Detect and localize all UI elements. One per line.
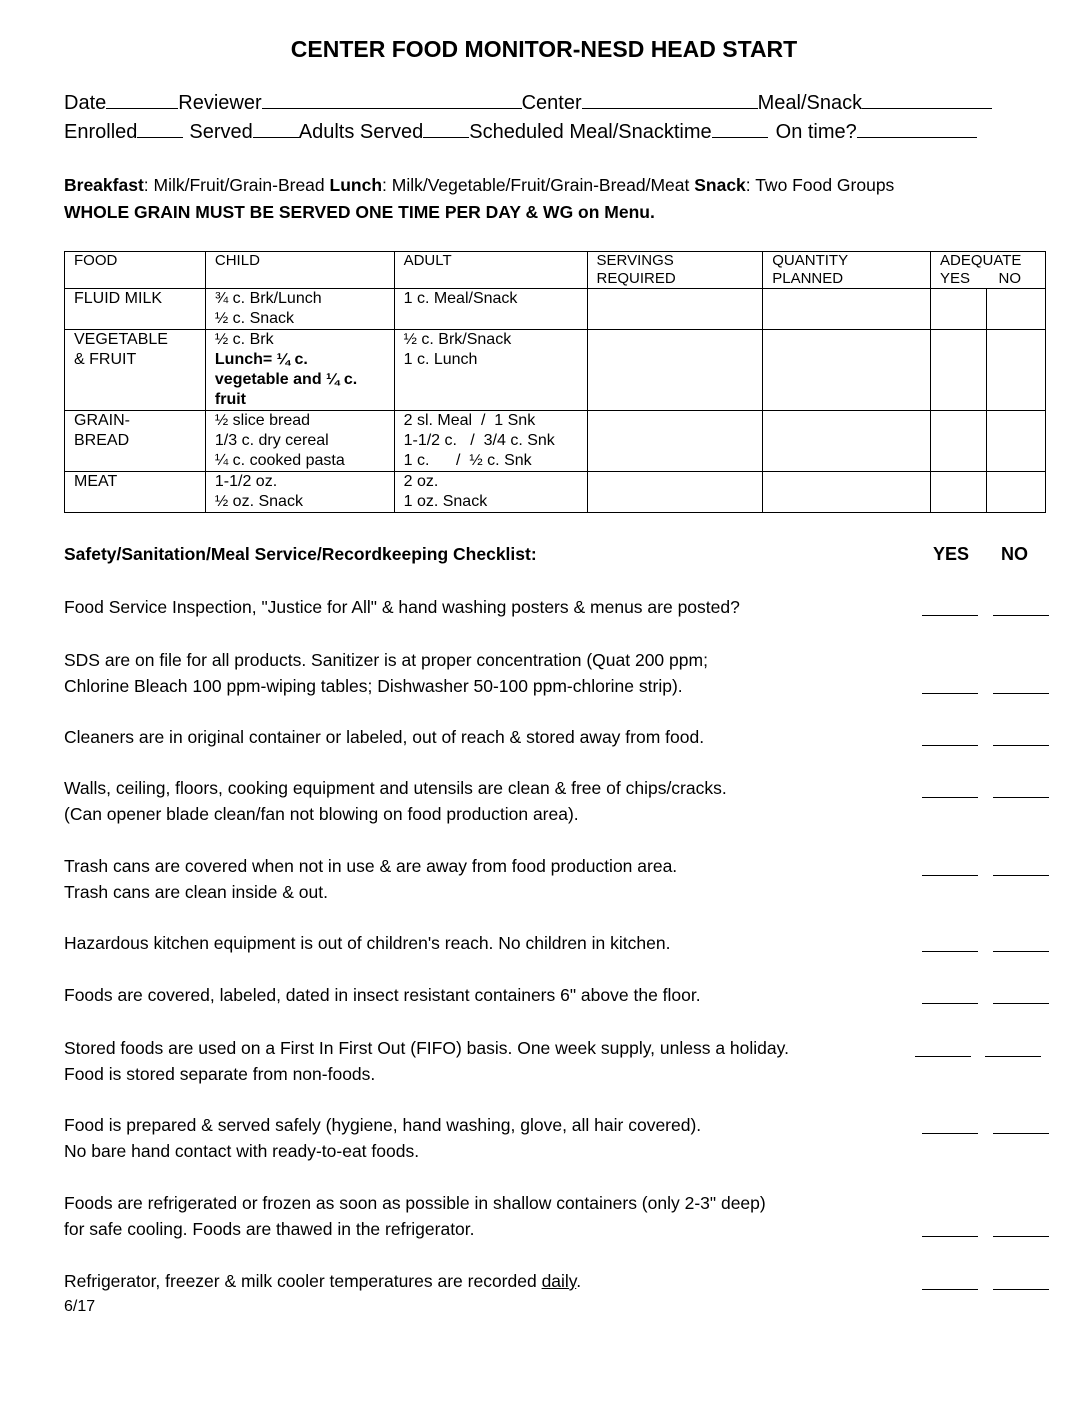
checklist-item-sds (64, 647, 708, 699)
snack-text: : Two Food Groups (745, 175, 895, 195)
on-time-field[interactable] (857, 119, 977, 138)
checklist-item-foods-covered (64, 982, 701, 1008)
adult-cell (394, 330, 587, 411)
checklist-item-refrigerated (64, 1190, 766, 1242)
checklist-item-posters (64, 594, 740, 620)
servings-cell[interactable] (587, 289, 763, 330)
checklist-item-cleaners (64, 724, 704, 750)
adult-line: 1 c. / ½ c. Snk (403, 452, 532, 469)
header-child: CHILD (205, 252, 394, 289)
food-cell (65, 411, 206, 472)
adult-line: 1-1/2 c. / 3/4 c. Snk (403, 432, 555, 449)
item-line: Food is stored separate from non-foods. (64, 1064, 376, 1084)
food-cell (65, 472, 206, 513)
table-row (65, 289, 1046, 330)
no-cell[interactable] (986, 289, 1045, 330)
adult-cell (394, 289, 587, 330)
no-answer-line[interactable] (993, 797, 1049, 798)
food-line: GRAIN- (74, 412, 130, 429)
header-quantity (763, 252, 931, 289)
child-line: vegetable and ¼ c. (214, 371, 358, 388)
yes-answer-line[interactable] (915, 1056, 971, 1057)
date-label: Date (64, 92, 107, 114)
header-food: FOOD (65, 252, 206, 289)
header-adult: ADULT (394, 252, 587, 289)
no-answer-line[interactable] (985, 1056, 1041, 1057)
servings-cell[interactable] (587, 411, 763, 472)
adult-cell (394, 472, 587, 513)
header-servings-line-1: SERVINGS (596, 252, 674, 269)
food-line: FLUID MILK (74, 290, 163, 307)
child-line: 1-1/2 oz. (214, 473, 278, 490)
enrolled-label: Enrolled (64, 121, 138, 143)
child-line: ½ c. Brk (214, 331, 274, 348)
no-answer-line[interactable] (993, 951, 1049, 952)
item-underlined-text: daily (541, 1271, 577, 1291)
adults-served-label: Adults Served (298, 121, 424, 143)
child-line: ¾ c. Brk/Lunch (214, 290, 322, 307)
item-line: Cleaners are in original container or labeled, out of reach & stored away from food. (64, 727, 705, 747)
child-line: Lunch= ¼ c. (214, 351, 308, 368)
item-line: (Can opener blade clean/fan not blowing on food production area). (64, 804, 579, 824)
checklist-item-temperatures (64, 1268, 581, 1294)
served-field[interactable] (253, 119, 299, 138)
adult-line: 1 c. Meal/Snack (403, 290, 518, 307)
no-answer-line[interactable] (993, 1236, 1049, 1237)
header-row-1 (64, 90, 992, 115)
child-cell (205, 411, 394, 472)
item-text: Refrigerator, freezer & milk cooler temperatures are recorded (64, 1271, 542, 1291)
snack-label: Snack (694, 175, 746, 195)
food-line: MEAT (74, 473, 118, 490)
header-adequate (931, 252, 1046, 289)
checklist-heading: Safety/Sanitation/Meal Service/Recordkeeping Checklist: (64, 544, 537, 564)
header-servings-line-2: REQUIRED (596, 270, 676, 287)
item-line: Food is prepared & served safely (hygiene, hand washing, glove, all hair covered). (64, 1115, 702, 1135)
item-line: Foods are covered, labeled, dated in insect resistant containers 6" above the floor. (64, 985, 701, 1005)
item-line: Hazardous kitchen equipment is out of children's reach. No children in kitchen. (64, 933, 671, 953)
checklist-item-trash (64, 853, 677, 905)
scheduled-field[interactable] (712, 119, 768, 138)
adult-line: 2 sl. Meal / 1 Snk (403, 412, 536, 429)
yes-cell[interactable] (931, 411, 987, 472)
header-yes: YES (940, 270, 971, 287)
item-line: Chlorine Bleach 100 ppm-wiping tables; Dishwasher 50-100 ppm-chlorine strip). (64, 676, 683, 696)
yes-answer-line[interactable] (922, 693, 978, 694)
item-line: Stored foods are used on a First In First Out (FIFO) basis. One week supply, unless a holiday. (64, 1038, 789, 1058)
child-cell (205, 472, 394, 513)
item-line: for safe cooling. Foods are thawed in the refrigerator. (64, 1219, 475, 1239)
yes-cell[interactable] (931, 289, 987, 330)
header-no: NO (998, 270, 1021, 287)
no-cell[interactable] (986, 330, 1045, 411)
header-quantity-line-1: QUANTITY (772, 252, 849, 269)
scheduled-label: Scheduled Meal/Snacktime (469, 121, 712, 143)
checklist-no-header: NO (1001, 544, 1028, 564)
food-line: BREAD (74, 432, 130, 449)
table-row (65, 330, 1046, 411)
header-servings (587, 252, 763, 289)
yes-answer-line[interactable] (922, 745, 978, 746)
checklist-item-food-safety (64, 1112, 701, 1164)
meal-snack-field[interactable] (862, 90, 992, 109)
header-adequate-label: ADEQUATE (940, 252, 1022, 269)
item-line: Food Service Inspection, "Justice for All" & hand washing posters & menus are posted? (64, 597, 740, 617)
meal-snack-label: Meal/Snack (757, 92, 863, 114)
table-row (65, 411, 1046, 472)
breakfast-label: Breakfast (64, 175, 144, 195)
yes-answer-line[interactable] (922, 1133, 978, 1134)
breakfast-text: : Milk/Fruit/Grain-Bread (143, 175, 330, 195)
no-answer-line[interactable] (993, 745, 1049, 746)
no-cell[interactable] (986, 411, 1045, 472)
center-field[interactable] (582, 90, 758, 109)
checklist-item-fifo (64, 1035, 789, 1087)
whole-grain-note: WHOLE GRAIN MUST BE SERVED ONE TIME PER DAY & WG on Menu. (64, 202, 655, 222)
no-answer-line[interactable] (993, 1289, 1049, 1290)
on-time-label: On time? (775, 121, 857, 143)
item-line: Trash cans are covered when not in use & are away from food production area. (64, 856, 678, 876)
child-line: fruit (214, 391, 246, 408)
item-line: Trash cans are clean inside & out. (64, 882, 328, 902)
lunch-text: : Milk/Vegetable/Fruit/Grain-Bread/Meat (382, 175, 695, 195)
lunch-label: Lunch (329, 175, 383, 195)
checklist-item-walls (64, 775, 727, 827)
child-line: ¼ c. cooked pasta (214, 452, 345, 469)
food-line: & FRUIT (74, 351, 137, 368)
yes-answer-line[interactable] (922, 1289, 978, 1290)
child-cell (205, 289, 394, 330)
item-line: No bare hand contact with ready-to-eat foods. (64, 1141, 420, 1161)
no-answer-line[interactable] (993, 1003, 1049, 1004)
child-line: ½ oz. Snack (214, 493, 303, 510)
page-title: CENTER FOOD MONITOR-NESD HEAD START (290, 36, 798, 62)
no-answer-line[interactable] (993, 615, 1049, 616)
adult-line: 1 oz. Snack (403, 493, 488, 510)
enrolled-field[interactable] (137, 119, 183, 138)
table-row (65, 472, 1046, 513)
yes-cell[interactable] (931, 472, 987, 513)
food-requirements-table (64, 251, 1046, 513)
yes-answer-line[interactable] (922, 615, 978, 616)
quantity-cell[interactable] (763, 472, 931, 513)
yes-answer-line[interactable] (922, 951, 978, 952)
quantity-cell[interactable] (763, 330, 931, 411)
item-text-end: . (576, 1271, 582, 1291)
checklist-yes-header: YES (933, 544, 970, 564)
child-line: ½ c. Snack (214, 310, 295, 327)
quantity-cell[interactable] (763, 289, 931, 330)
child-line: 1/3 c. dry cereal (214, 432, 329, 449)
header-yes-no (940, 270, 1045, 288)
reviewer-label: Reviewer (178, 92, 262, 114)
child-cell (205, 330, 394, 411)
adults-served-field[interactable] (423, 119, 469, 138)
yes-answer-line[interactable] (922, 1003, 978, 1004)
yes-answer-line[interactable] (922, 797, 978, 798)
no-answer-line[interactable] (993, 1133, 1049, 1134)
quantity-cell[interactable] (763, 411, 931, 472)
revision-date: 6/17 (64, 1298, 96, 1315)
yes-answer-line[interactable] (922, 1236, 978, 1237)
food-line: VEGETABLE (74, 331, 168, 348)
child-line: ½ slice bread (214, 412, 311, 429)
adult-line: 1 c. Lunch (403, 351, 478, 368)
date-field[interactable] (106, 90, 178, 109)
served-label: Served (189, 121, 253, 143)
adult-line: ½ c. Brk/Snack (403, 331, 512, 348)
meal-requirements (64, 175, 894, 196)
header-row-2 (64, 119, 977, 144)
servings-cell[interactable] (587, 472, 763, 513)
item-line: Walls, ceiling, floors, cooking equipment and utensils are clean & free of chips/cracks. (64, 778, 727, 798)
adult-cell (394, 411, 587, 472)
yes-cell[interactable] (931, 330, 987, 411)
servings-cell[interactable] (587, 330, 763, 411)
table-header-row (65, 252, 1046, 289)
no-answer-line[interactable] (993, 693, 1049, 694)
food-cell (65, 330, 206, 411)
reviewer-field[interactable] (262, 90, 522, 109)
center-label: Center (521, 92, 582, 114)
no-answer-line[interactable] (993, 875, 1049, 876)
header-quantity-line-2: PLANNED (772, 270, 844, 287)
checklist-item-hazardous (64, 930, 670, 956)
adult-line: 2 oz. (403, 473, 439, 490)
item-line: SDS are on file for all products. Sanitizer is at proper concentration (Quat 200 ppm; (64, 650, 708, 670)
item-line: Foods are refrigerated or frozen as soon as possible in shallow containers (only 2-3" deep) (64, 1193, 766, 1213)
yes-answer-line[interactable] (922, 875, 978, 876)
food-cell (65, 289, 206, 330)
no-cell[interactable] (986, 472, 1045, 513)
